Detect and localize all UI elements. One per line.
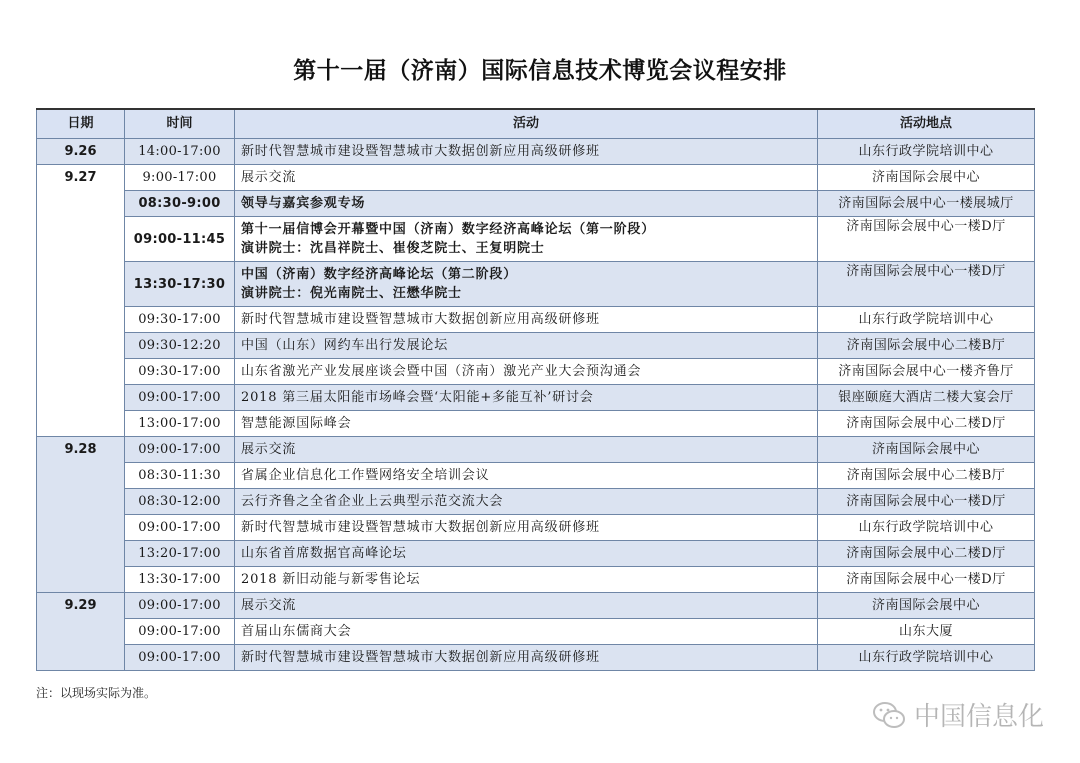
activity-cell (235, 217, 818, 262)
time-cell: 08:30-11:30 (125, 463, 235, 489)
activity-line: 首届山东儒商大会 (241, 624, 352, 639)
time-cell: 13:00-17:00 (125, 411, 235, 437)
time-cell: 13:30-17:00 (125, 567, 235, 593)
venue-cell: 济南国际会展中心二楼B厅 (818, 333, 1035, 359)
page-title: 第十一届（济南）国际信息技术博览会议程安排 (293, 58, 787, 84)
activity-cell (235, 463, 818, 489)
table-row (37, 489, 1035, 515)
activity-cell (235, 645, 818, 671)
venue-cell: 济南国际会展中心一楼D厅 (818, 489, 1035, 515)
activity-line: 新时代智慧城市建设暨智慧城市大数据创新应用高级研修班 (241, 312, 600, 327)
date-cell: 9.26 (37, 139, 125, 165)
time-cell: 13:30-17:30 (125, 262, 235, 307)
activity-cell (235, 411, 818, 437)
activity-cell (235, 489, 818, 515)
venue-cell: 山东行政学院培训中心 (818, 139, 1035, 165)
table-row (37, 191, 1035, 217)
table-row (37, 515, 1035, 541)
table-row (37, 437, 1035, 463)
time-cell: 9:00-17:00 (125, 165, 235, 191)
table-row (37, 139, 1035, 165)
venue-cell: 山东行政学院培训中心 (818, 645, 1035, 671)
venue-cell: 济南国际会展中心一楼D厅 (818, 567, 1035, 593)
time-cell: 09:00-17:00 (125, 437, 235, 463)
activity-line: 展示交流 (241, 170, 297, 185)
footnote: 注：以现场实际为准。 (36, 686, 157, 700)
table-row (37, 645, 1035, 671)
time-cell: 14:00-17:00 (125, 139, 235, 165)
activity-line: 领导与嘉宾参观专场 (241, 196, 366, 211)
activity-line: 云行齐鲁之全省企业上云典型示范交流大会 (241, 494, 504, 509)
watermark (872, 696, 1044, 733)
venue-cell: 济南国际会展中心 (818, 165, 1035, 191)
table-row (37, 307, 1035, 333)
activity-cell (235, 541, 818, 567)
activity-line: 展示交流 (241, 598, 297, 613)
wechat-icon (872, 700, 906, 730)
time-cell: 09:00-17:00 (125, 385, 235, 411)
activity-cell (235, 333, 818, 359)
date-cell: 9.29 (37, 593, 125, 671)
activity-line: 新时代智慧城市建设暨智慧城市大数据创新应用高级研修班 (241, 520, 600, 535)
venue-cell: 山东行政学院培训中心 (818, 307, 1035, 333)
activity-line: 智慧能源国际峰会 (241, 416, 352, 431)
activity-cell (235, 139, 818, 165)
table-row (37, 411, 1035, 437)
date-cell: 9.27 (37, 165, 125, 437)
table-row (37, 541, 1035, 567)
watermark-text: 中国信息化 (913, 702, 1044, 732)
venue-cell: 银座颐庭大酒店二楼大宴会厅 (818, 385, 1035, 411)
activity-cell (235, 262, 818, 307)
time-cell: 09:00-17:00 (125, 619, 235, 645)
table-row (37, 262, 1035, 307)
header-date: 日期 (37, 109, 125, 139)
activity-line: 山东省首席数据官高峰论坛 (241, 546, 407, 561)
time-cell: 09:30-12:20 (125, 333, 235, 359)
table-row (37, 359, 1035, 385)
activity-cell (235, 165, 818, 191)
venue-cell: 济南国际会展中心二楼D厅 (818, 411, 1035, 437)
table-row (37, 333, 1035, 359)
venue-cell: 济南国际会展中心一楼D厅 (818, 217, 1035, 262)
activity-cell (235, 593, 818, 619)
activity-cell (235, 191, 818, 217)
time-cell: 09:00-17:00 (125, 645, 235, 671)
venue-cell: 济南国际会展中心 (818, 437, 1035, 463)
activity-cell (235, 567, 818, 593)
activity-cell (235, 619, 818, 645)
venue-cell: 济南国际会展中心二楼D厅 (818, 541, 1035, 567)
activity-line: 新时代智慧城市建设暨智慧城市大数据创新应用高级研修班 (241, 144, 600, 159)
activity-cell (235, 515, 818, 541)
venue-cell: 济南国际会展中心一楼齐鲁厅 (818, 359, 1035, 385)
activity-line: 第十一届信博会开幕暨中国（济南）数字经济高峰论坛（第一阶段） (241, 222, 656, 237)
table-row (37, 567, 1035, 593)
venue-cell: 济南国际会展中心 (818, 593, 1035, 619)
table-row (37, 593, 1035, 619)
activity-line: 中国（济南）数字经济高峰论坛（第二阶段） (241, 267, 518, 282)
activity-cell (235, 359, 818, 385)
venue-cell: 济南国际会展中心一楼展城厅 (818, 191, 1035, 217)
activity-line: 2018 第三届太阳能市场峰会暨‘太阳能+多能互补’研讨会 (241, 390, 594, 405)
activity-line: 中国（山东）网约车出行发展论坛 (241, 338, 449, 353)
activity-cell (235, 307, 818, 333)
activity-cell (235, 385, 818, 411)
activity-cell (235, 437, 818, 463)
agenda-table (36, 108, 1035, 671)
activity-line: 省属企业信息化工作暨网络安全培训会议 (241, 468, 490, 483)
activity-line: 2018 新旧动能与新零售论坛 (241, 572, 421, 587)
time-cell: 09:00-17:00 (125, 593, 235, 619)
time-cell: 13:20-17:00 (125, 541, 235, 567)
activity-line: 新时代智慧城市建设暨智慧城市大数据创新应用高级研修班 (241, 650, 600, 665)
header-activity: 活动 (235, 109, 818, 139)
activity-line: 展示交流 (241, 442, 297, 457)
time-cell: 09:30-17:00 (125, 307, 235, 333)
table-row (37, 619, 1035, 645)
time-cell: 09:00-17:00 (125, 515, 235, 541)
header-venue: 活动地点 (818, 109, 1035, 139)
activity-line: 山东省激光产业发展座谈会暨中国（济南）激光产业大会预沟通会 (241, 364, 642, 379)
venue-cell: 济南国际会展中心一楼D厅 (818, 262, 1035, 307)
activity-line: 演讲院士：沈昌祥院士、崔俊芝院士、王复明院士 (241, 241, 545, 256)
time-cell: 09:30-17:00 (125, 359, 235, 385)
table-row (37, 217, 1035, 262)
time-cell: 09:00-11:45 (125, 217, 235, 262)
activity-line: 演讲院士：倪光南院士、汪懋华院士 (241, 286, 462, 301)
time-cell: 08:30-12:00 (125, 489, 235, 515)
venue-cell: 山东大厦 (818, 619, 1035, 645)
table-row (37, 385, 1035, 411)
date-cell: 9.28 (37, 437, 125, 593)
agenda-body (37, 139, 1035, 671)
venue-cell: 山东行政学院培训中心 (818, 515, 1035, 541)
table-header-row (37, 109, 1035, 139)
table-row (37, 463, 1035, 489)
venue-cell: 济南国际会展中心二楼B厅 (818, 463, 1035, 489)
table-row (37, 165, 1035, 191)
time-cell: 08:30-9:00 (125, 191, 235, 217)
header-time: 时间 (125, 109, 235, 139)
